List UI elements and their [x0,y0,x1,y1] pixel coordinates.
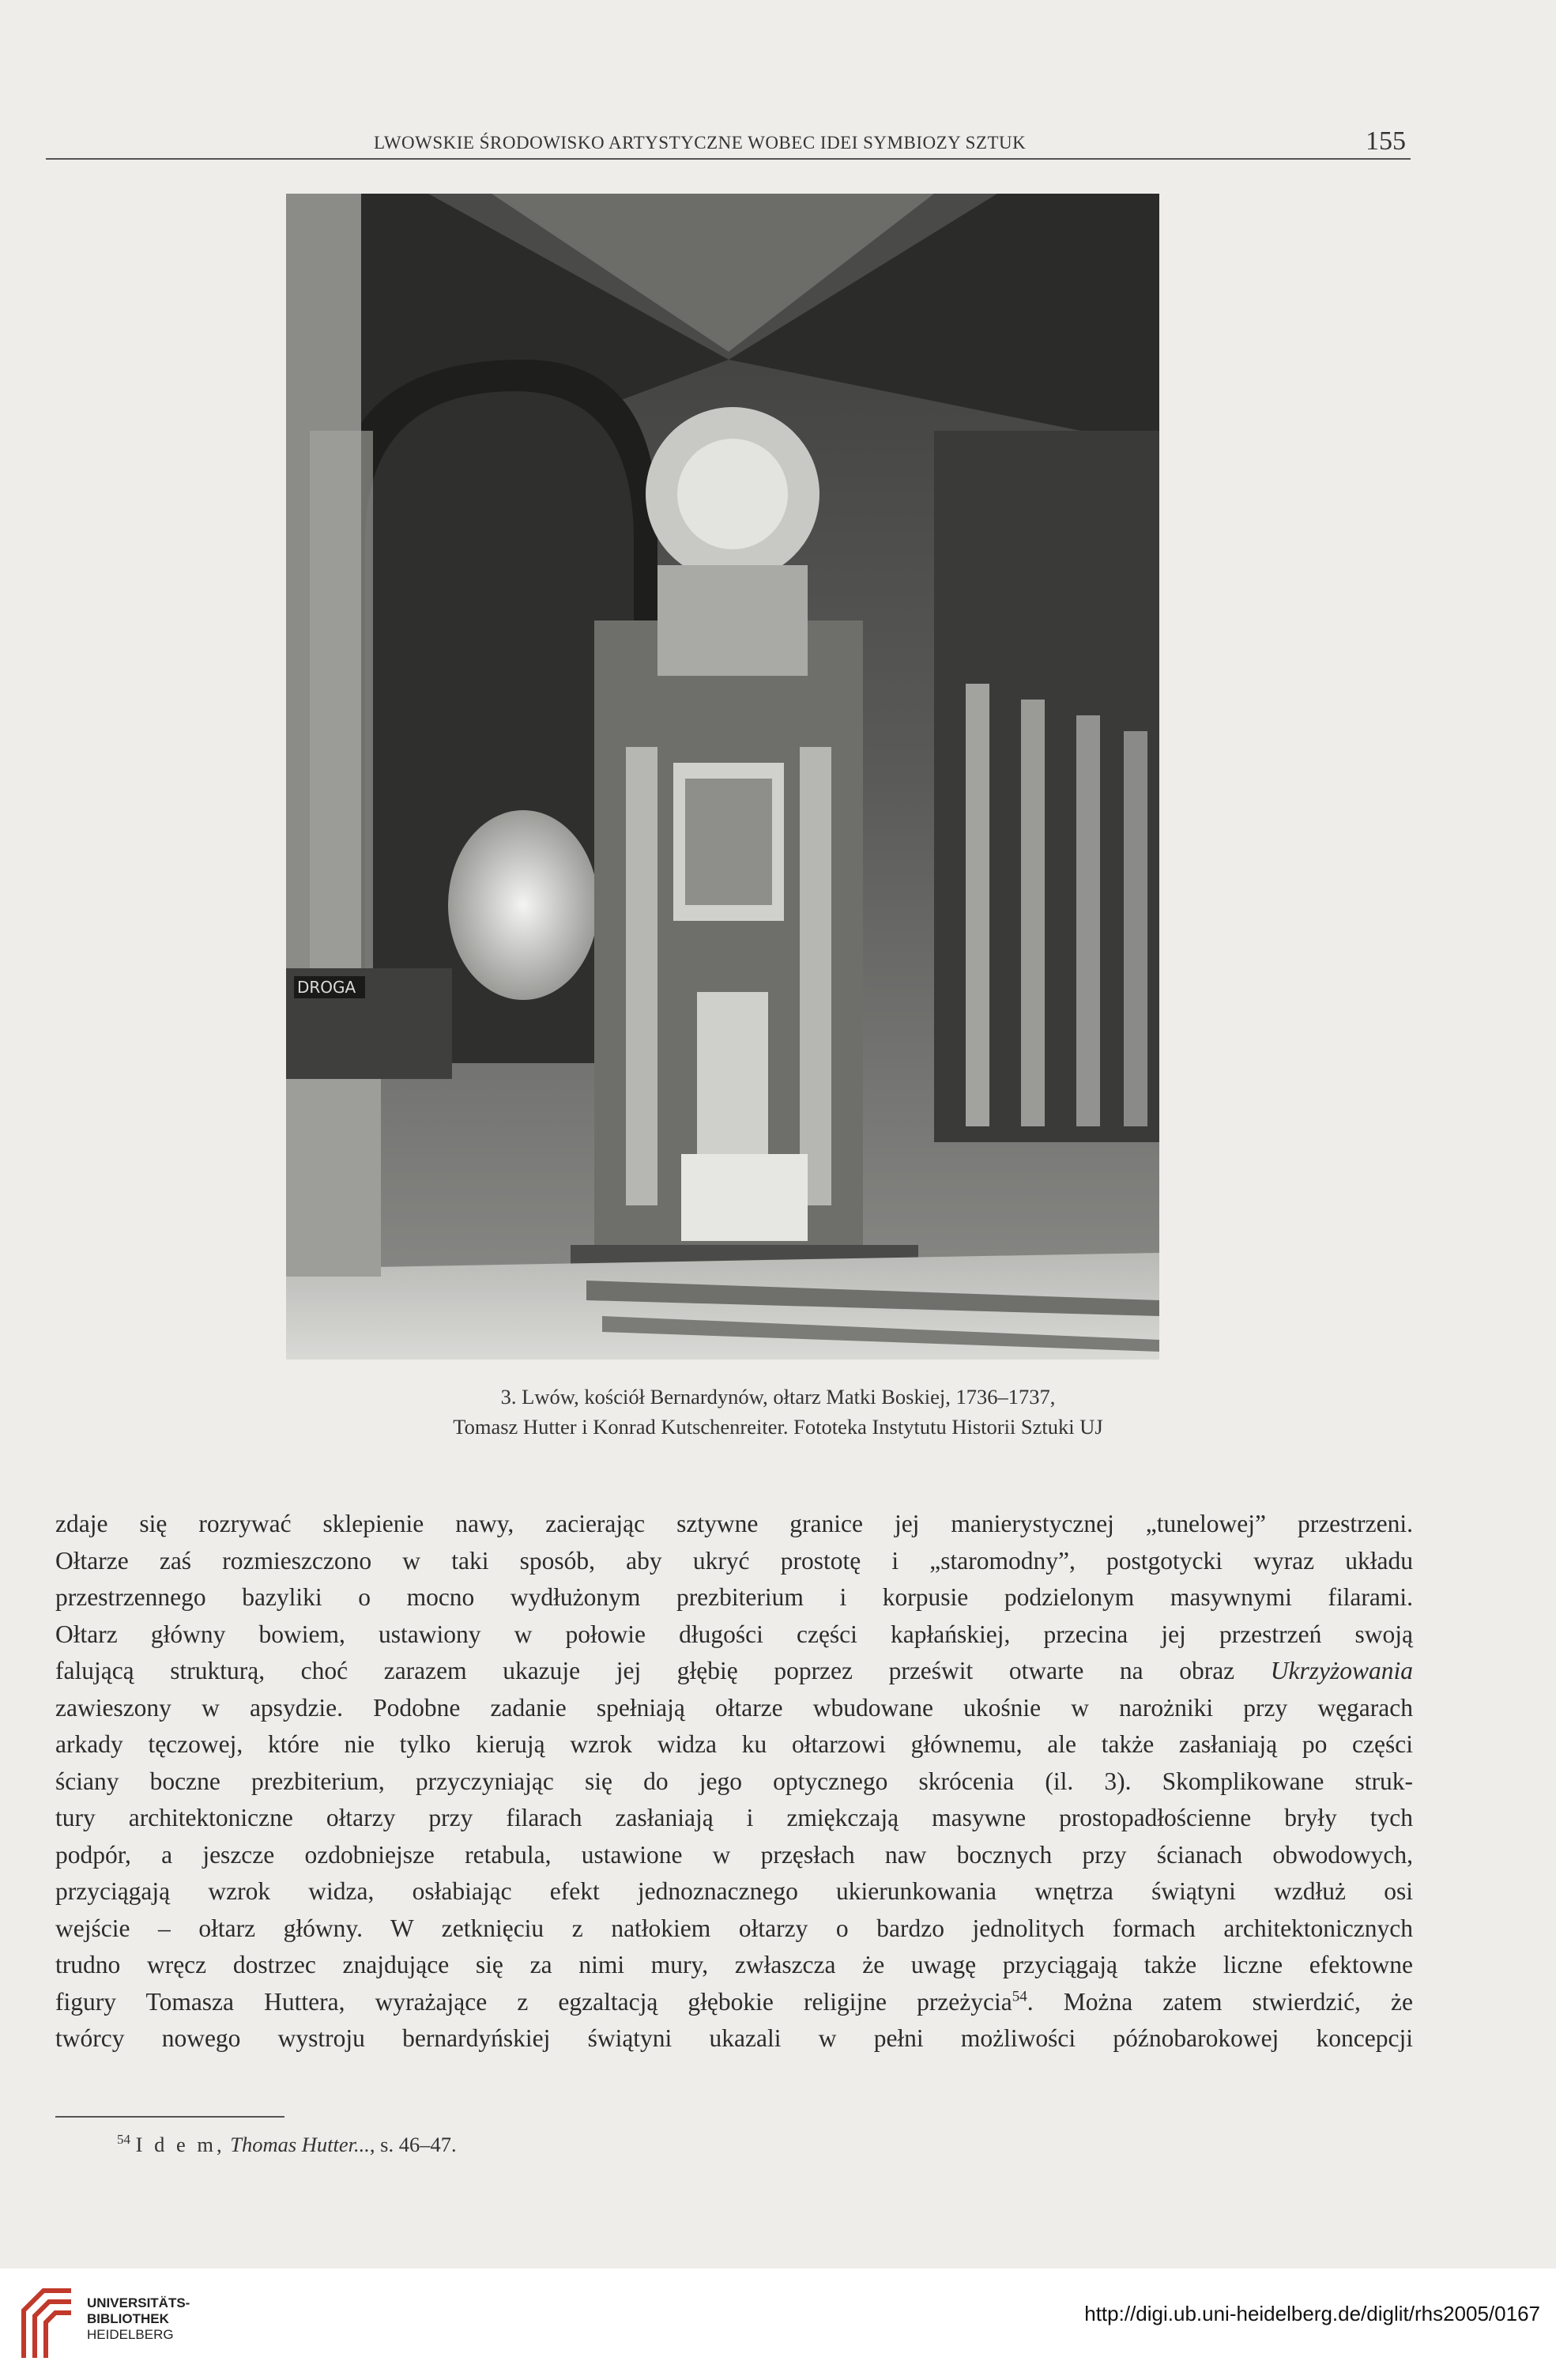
library-name-line-3: HEIDELBERG [87,2327,174,2342]
footnote-pages: , s. 46–47. [369,2133,457,2156]
library-name-line-1: UNIVERSITÄTS- [87,2295,190,2310]
body-line [55,1984,1413,2021]
body-line: arkady tęczowej, które nie tylko kierują wzrok widza ku ołtarzowi głównemu, ale także zasłaniają po części [55,1730,1413,1758]
library-name-line-2: BIBLIOTHEK [87,2311,169,2326]
footnote-rule [55,2116,284,2118]
body-line: przestrzennego bazyliki o mocno wydłużonym prezbiterium i korpusie podzielonym masywnymi filarami. [55,1583,1413,1611]
page-number: 155 [1366,126,1406,156]
heidelberg-library-logo-icon [16,2283,79,2362]
caption-line-2: Tomasz Hutter i Konrad Kutschenreiter. Fototeka Instytutu Historii Sztuki UJ [453,1415,1103,1439]
body-line-text: falującą strukturą, choć zarazem ukazuje jej głębię poprzez prześwit otwarte na obraz [55,1657,1235,1684]
italic-title: Ukrzyżowania [1270,1657,1413,1684]
running-title: LWOWSKIE ŚRODOWISKO ARTYSTYCZNE WOBEC IDEI SYMBIOZY SZTUK [374,133,1027,153]
footnote-title: Thomas Hutter... [230,2133,370,2156]
library-footer [0,2269,1556,2380]
footnote-ref[interactable]: 54 [1012,1988,1027,2005]
body-line: tury architektoniczne ołtarzy przy filarach zasłaniają i zmiękczają masywne prostopadłościenne bryły tych [55,1804,1413,1831]
body-line: zawieszony w apsydzie. Podobne zadanie spełniają ołtarze wbudowane ukośnie w narożniki przy węgarach [55,1693,1413,1722]
body-line: zdaje się rozrywać sklepienie nawy, zacierając sztywne granice jej manierystycznej „tunelowej” przestrzeni. [55,1510,1413,1537]
figure-caption [0,1382,1556,1442]
footnote [117,2133,457,2157]
altar-photograph [286,194,1159,1360]
body-line: przyciągają wzrok widza, osłabiając efekt jednoznacznego ukierunkowania wnętrza świątyni wzdłuż osi [55,1877,1413,1905]
body-line-text: figury Tomasza Huttera, wyrażające z egzaltacją głębokie religijne przeżycia [55,1987,1012,2016]
body-line-tail: . Można zatem stwierdzić, że [1027,1987,1413,2016]
body-line: podpór, a jeszcze ozdobniejsze retabula, ustawione w przęsłach naw bocznych przy ścianach obwodowych, [55,1840,1413,1869]
body-paragraph [55,1506,1413,2058]
body-line: twórcy nowego wystroju bernardyńskiej świątyni ukazali w pełni możliwości późnobarokowej koncepcji [55,2024,1413,2052]
running-header [46,126,1411,160]
body-line [55,1653,1413,1690]
footnote-author: I d e m, [135,2133,225,2156]
body-line: wejście – ołtarz główny. W zetknięciu z natłokiem ołtarzy o bardzo jednolitych formach architektonicznych [55,1914,1413,1942]
body-line: trudno wręcz dostrzec znajdujące się za nimi mury, zwłaszcza że uwagę przyciągają także liczne efektowne [55,1951,1413,1978]
source-url-link[interactable]: http://digi.ub.uni-heidelberg.de/diglit/rhs2005/0167 [1084,2302,1540,2325]
sign-text: DROGA [297,978,356,997]
body-line: Ołtarz główny bowiem, ustawiony w połowie długości części kapłańskiej, przecina jej przestrzeń swoją [55,1620,1413,1648]
footnote-number: 54 [117,2132,130,2148]
caption-line-1: 3. Lwów, kościół Bernardynów, ołtarz Matki Boskiej, 1736–1737, [500,1385,1056,1409]
library-name [87,2295,190,2343]
body-line: ściany boczne prezbiterium, przyczyniając się do jego optycznego skrócenia (il. 3). Skomplikowane struk- [55,1767,1413,1795]
body-line: Ołtarze zaś rozmieszczono w taki sposób, aby ukryć prostotę i „staromodny”, postgotycki wyraz układu [55,1546,1413,1575]
